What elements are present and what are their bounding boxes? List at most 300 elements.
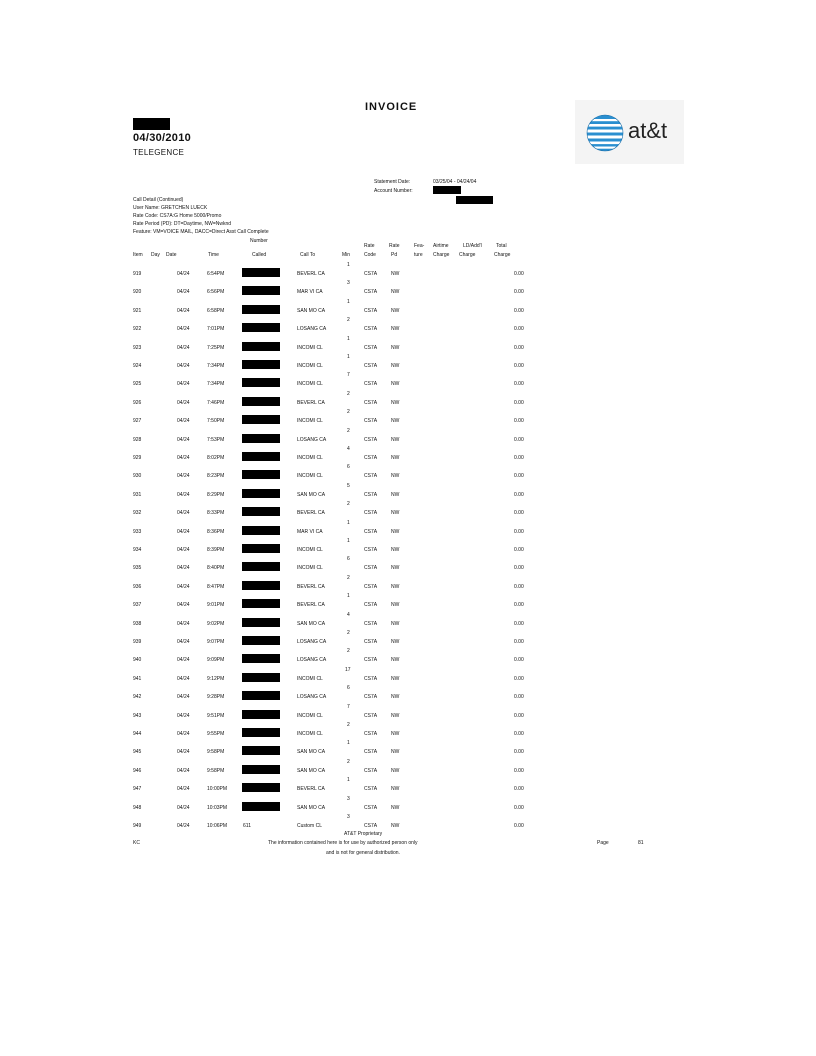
table-row — [0, 510, 816, 520]
row-item: 933 — [133, 529, 142, 535]
row-item: 936 — [133, 584, 142, 590]
row-date: 04/24 — [177, 492, 190, 498]
row-item: 924 — [133, 363, 142, 369]
row-date: 04/24 — [177, 621, 190, 627]
row-time: 9:02PM — [207, 621, 225, 627]
row-date: 04/24 — [177, 308, 190, 314]
row-rate-pd: NW — [391, 713, 400, 719]
redacted-number — [242, 526, 280, 535]
row-min: 2 — [347, 575, 350, 581]
row-total: 0.00 — [514, 602, 524, 608]
row-time: 6:56PM — [207, 289, 225, 295]
header-rate-pd: Rate — [389, 243, 400, 249]
row-item: 937 — [133, 602, 142, 608]
row-total: 0.00 — [514, 639, 524, 645]
row-date: 04/24 — [177, 547, 190, 553]
row-rate-code: CS7A — [364, 418, 378, 424]
row-total: 0.00 — [514, 731, 524, 737]
row-item: 919 — [133, 271, 142, 277]
row-rate-code: CS7A — [364, 621, 378, 627]
row-total: 0.00 — [514, 713, 524, 719]
row-call-to: LOSANG CA — [297, 639, 327, 645]
row-min: 1 — [347, 299, 350, 305]
redacted-number — [242, 618, 280, 627]
row-total: 0.00 — [514, 326, 524, 332]
row-min: 1 — [347, 262, 350, 268]
row-total: 0.00 — [514, 547, 524, 553]
redacted-number — [242, 268, 280, 277]
table-row — [0, 565, 816, 575]
redacted-number — [242, 415, 280, 424]
row-time: 9:58PM — [207, 768, 225, 774]
header-item: Item — [133, 252, 143, 258]
row-date: 04/24 — [177, 510, 190, 516]
row-rate-code: CS7A — [364, 308, 378, 314]
row-date: 04/24 — [177, 418, 190, 424]
row-date: 04/24 — [177, 584, 190, 590]
row-call-to: MAR VI CA — [297, 529, 323, 535]
att-globe-icon — [585, 113, 625, 153]
row-total: 0.00 — [514, 473, 524, 479]
row-item: 949 — [133, 823, 142, 829]
row-total: 0.00 — [514, 694, 524, 700]
row-time: 8:02PM — [207, 455, 225, 461]
company-name: TELEGENCE — [133, 148, 185, 157]
redacted-block — [133, 118, 170, 130]
row-item: 934 — [133, 547, 142, 553]
header-code: Code — [364, 252, 376, 258]
row-min: 5 — [347, 483, 350, 489]
header-ld-charge: Charge — [459, 252, 476, 258]
row-time: 10:03PM — [207, 805, 228, 811]
row-date: 04/24 — [177, 786, 190, 792]
row-rate-pd: NW — [391, 271, 400, 277]
row-min: 2 — [347, 722, 350, 728]
row-min: 1 — [347, 336, 350, 342]
redacted-number — [242, 599, 280, 608]
row-rate-code: CS7A — [364, 289, 378, 295]
row-rate-code: CS7A — [364, 639, 378, 645]
account-number-label: Account Number: — [374, 188, 413, 194]
row-total: 0.00 — [514, 584, 524, 590]
row-item: 932 — [133, 510, 142, 516]
row-date: 04/24 — [177, 639, 190, 645]
row-total: 0.00 — [514, 510, 524, 516]
row-total: 0.00 — [514, 749, 524, 755]
row-total: 0.00 — [514, 768, 524, 774]
statement-period: 03/25/04 - 04/24/04 — [433, 179, 477, 185]
table-row — [0, 455, 816, 465]
row-date: 04/24 — [177, 345, 190, 351]
table-row — [0, 363, 816, 373]
row-call-to: LOSANG CA — [297, 657, 327, 663]
row-rate-code: CS7A — [364, 473, 378, 479]
row-min: 4 — [347, 612, 350, 618]
row-time: 7:34PM — [207, 363, 225, 369]
redacted-number — [242, 305, 280, 314]
row-date: 04/24 — [177, 602, 190, 608]
row-rate-pd: NW — [391, 639, 400, 645]
row-time: 7:53PM — [207, 437, 225, 443]
feature-line: Feature: VM=VOICE MAIL, DACC=Direct Asst Call Complete — [133, 229, 269, 235]
row-call-to: SAN MO CA — [297, 621, 326, 627]
row-total: 0.00 — [514, 786, 524, 792]
table-row — [0, 437, 816, 447]
row-min: 1 — [347, 354, 350, 360]
row-rate-code: CS7A — [364, 657, 378, 663]
row-min: 4 — [347, 446, 350, 452]
row-date: 04/24 — [177, 768, 190, 774]
row-item: 947 — [133, 786, 142, 792]
row-rate-pd: NW — [391, 308, 400, 314]
row-total: 0.00 — [514, 271, 524, 277]
row-date: 04/24 — [177, 823, 190, 829]
row-time: 9:28PM — [207, 694, 225, 700]
row-rate-pd: NW — [391, 786, 400, 792]
redacted-number — [242, 323, 280, 332]
row-item: 944 — [133, 731, 142, 737]
row-total: 0.00 — [514, 657, 524, 663]
table-row — [0, 823, 816, 833]
call-detail-heading: Call Detail (Continued) — [133, 197, 184, 203]
table-row — [0, 602, 816, 612]
row-item: 920 — [133, 289, 142, 295]
row-min: 2 — [347, 391, 350, 397]
table-row — [0, 529, 816, 539]
redacted-number — [242, 691, 280, 700]
row-min: 2 — [347, 317, 350, 323]
row-time: 9:55PM — [207, 731, 225, 737]
row-rate-pd: NW — [391, 584, 400, 590]
row-date: 04/24 — [177, 363, 190, 369]
table-row — [0, 639, 816, 649]
redacted-account — [433, 186, 461, 194]
row-call-to: MAR VI CA — [297, 289, 323, 295]
row-total: 0.00 — [514, 823, 524, 829]
row-rate-pd: NW — [391, 657, 400, 663]
row-total: 0.00 — [514, 676, 524, 682]
att-logo-text: at&t — [628, 118, 668, 143]
table-row — [0, 584, 816, 594]
row-min: 3 — [347, 796, 350, 802]
header-feature: Fea- — [414, 243, 425, 249]
row-time: 9:58PM — [207, 749, 225, 755]
redacted-number — [242, 378, 280, 387]
table-row — [0, 271, 816, 281]
row-call-to: SAN MO CA — [297, 308, 326, 314]
header-call-to: Call To — [300, 252, 316, 258]
rate-code-line: Rate Code: CS7A:G Home 5000/Promo — [133, 213, 222, 219]
row-item: 940 — [133, 657, 142, 663]
row-rate-code: CS7A — [364, 400, 378, 406]
row-rate-pd: NW — [391, 510, 400, 516]
row-call-to: BEVERL CA — [297, 271, 325, 277]
row-date: 04/24 — [177, 326, 190, 332]
redacted-number — [242, 802, 280, 811]
header-total-charge: Charge — [494, 252, 511, 258]
row-call-to: BEVERL CA — [297, 786, 325, 792]
row-call-to: INCOMI CL — [297, 345, 323, 351]
row-rate-code: CS7A — [364, 492, 378, 498]
row-call-to: SAN MO CA — [297, 805, 326, 811]
row-time: 9:09PM — [207, 657, 225, 663]
row-rate-pd: NW — [391, 418, 400, 424]
row-call-to: INCOMI CL — [297, 713, 323, 719]
table-row — [0, 473, 816, 483]
row-call-to: BEVERL CA — [297, 584, 325, 590]
row-min: 2 — [347, 501, 350, 507]
row-time: 7:50PM — [207, 418, 225, 424]
row-min: 3 — [347, 280, 350, 286]
row-rate-pd: NW — [391, 731, 400, 737]
row-item: 929 — [133, 455, 142, 461]
header-date: Date — [166, 252, 177, 258]
row-item: 930 — [133, 473, 142, 479]
row-min: 1 — [347, 777, 350, 783]
row-total: 0.00 — [514, 381, 524, 387]
row-time: 8:36PM — [207, 529, 225, 535]
row-total: 0.00 — [514, 455, 524, 461]
row-rate-code: CS7A — [364, 713, 378, 719]
row-min: 1 — [347, 593, 350, 599]
row-rate-code: CS7A — [364, 271, 378, 277]
row-call-to: LOSANG CA — [297, 694, 327, 700]
redacted-number — [242, 544, 280, 553]
header-rate-code: Rate — [364, 243, 375, 249]
row-call-to: INCOMI CL — [297, 473, 323, 479]
row-rate-code: CS7A — [364, 676, 378, 682]
redacted-number — [242, 710, 280, 719]
row-min: 3 — [347, 814, 350, 820]
row-min: 2 — [347, 759, 350, 765]
row-call-to: BEVERL CA — [297, 510, 325, 516]
redacted-number — [242, 562, 280, 571]
row-date: 04/24 — [177, 565, 190, 571]
row-min: 1 — [347, 538, 350, 544]
row-call-to: BEVERL CA — [297, 400, 325, 406]
row-date: 04/24 — [177, 694, 190, 700]
redacted-number — [242, 342, 280, 351]
row-call-to: LOSANG CA — [297, 326, 327, 332]
row-time: 9:51PM — [207, 713, 225, 719]
table-row — [0, 418, 816, 428]
row-rate-pd: NW — [391, 565, 400, 571]
row-time: 6:54PM — [207, 271, 225, 277]
row-total: 0.00 — [514, 363, 524, 369]
footer-left-code: KC — [133, 840, 140, 846]
table-row — [0, 492, 816, 502]
header-airtime-charge: Charge — [433, 252, 450, 258]
redacted-number — [242, 470, 280, 479]
table-row — [0, 326, 816, 336]
header-pd: Pd — [391, 252, 398, 258]
row-date: 04/24 — [177, 381, 190, 387]
row-rate-code: CS7A — [364, 363, 378, 369]
row-date: 04/24 — [177, 657, 190, 663]
row-call-to: INCOMI CL — [297, 731, 323, 737]
row-rate-code: CS7A — [364, 805, 378, 811]
row-rate-pd: NW — [391, 492, 400, 498]
footer-notice-2: and is not for general distribution. — [326, 850, 400, 856]
row-total: 0.00 — [514, 400, 524, 406]
row-rate-pd: NW — [391, 381, 400, 387]
row-time: 10:00PM — [207, 786, 228, 792]
row-call-to: INCOMI CL — [297, 676, 323, 682]
redacted-number — [242, 673, 280, 682]
row-min: 2 — [347, 630, 350, 636]
row-rate-code: CS7A — [364, 381, 378, 387]
row-date: 04/24 — [177, 731, 190, 737]
table-row — [0, 694, 816, 704]
redacted-number — [242, 360, 280, 369]
row-rate-code: CS7A — [364, 547, 378, 553]
row-date: 04/24 — [177, 473, 190, 479]
row-item: 922 — [133, 326, 142, 332]
header-airtime: Airtime — [433, 243, 449, 249]
row-time: 9:12PM — [207, 676, 225, 682]
table-row — [0, 289, 816, 299]
row-time: 8:23PM — [207, 473, 225, 479]
table-row — [0, 805, 816, 815]
row-min: 2 — [347, 409, 350, 415]
row-rate-pd: NW — [391, 400, 400, 406]
row-min: 6 — [347, 685, 350, 691]
row-total: 0.00 — [514, 529, 524, 535]
table-row — [0, 713, 816, 723]
row-date: 04/24 — [177, 713, 190, 719]
row-rate-code: CS7A — [364, 694, 378, 700]
row-date: 04/24 — [177, 749, 190, 755]
redacted-number — [242, 636, 280, 645]
redacted-number — [242, 728, 280, 737]
header-day: Day — [151, 252, 160, 258]
row-item: 941 — [133, 676, 142, 682]
row-rate-code: CS7A — [364, 602, 378, 608]
row-total: 0.00 — [514, 437, 524, 443]
row-call-to: SAN MO CA — [297, 768, 326, 774]
row-rate-pd: NW — [391, 363, 400, 369]
redacted-number — [242, 746, 280, 755]
redacted-number — [242, 783, 280, 792]
row-min: 17 — [345, 667, 351, 673]
row-rate-code: CS7A — [364, 455, 378, 461]
row-total: 0.00 — [514, 308, 524, 314]
row-rate-code: CS7A — [364, 768, 378, 774]
row-call-to: SAN MO CA — [297, 492, 326, 498]
row-call-to: INCOMI CL — [297, 363, 323, 369]
row-rate-pd: NW — [391, 326, 400, 332]
table-row — [0, 731, 816, 741]
row-date: 04/24 — [177, 805, 190, 811]
row-time: 8:47PM — [207, 584, 225, 590]
row-date: 04/24 — [177, 400, 190, 406]
row-number-called: 611 — [243, 823, 251, 829]
row-total: 0.00 — [514, 805, 524, 811]
row-total: 0.00 — [514, 345, 524, 351]
row-min: 2 — [347, 428, 350, 434]
table-row — [0, 676, 816, 686]
row-item: 925 — [133, 381, 142, 387]
row-date: 04/24 — [177, 289, 190, 295]
row-rate-code: CS7A — [364, 749, 378, 755]
row-date: 04/24 — [177, 676, 190, 682]
row-rate-pd: NW — [391, 345, 400, 351]
row-total: 0.00 — [514, 565, 524, 571]
row-item: 923 — [133, 345, 142, 351]
row-time: 10:06PM — [207, 823, 228, 829]
row-item: 948 — [133, 805, 142, 811]
row-min: 6 — [347, 464, 350, 470]
row-item: 928 — [133, 437, 142, 443]
header-total: Total — [496, 243, 507, 249]
row-rate-pd: NW — [391, 602, 400, 608]
table-row — [0, 786, 816, 796]
row-item: 931 — [133, 492, 142, 498]
row-rate-pd: NW — [391, 694, 400, 700]
invoice-title: INVOICE — [365, 101, 418, 113]
row-rate-code: CS7A — [364, 565, 378, 571]
row-call-to: Custom CL — [297, 823, 323, 829]
row-item: 939 — [133, 639, 142, 645]
redacted-number — [242, 581, 280, 590]
row-item: 935 — [133, 565, 142, 571]
row-date: 04/24 — [177, 455, 190, 461]
redacted-number — [242, 397, 280, 406]
row-min: 2 — [347, 648, 350, 654]
row-total: 0.00 — [514, 492, 524, 498]
row-min: 1 — [347, 520, 350, 526]
row-rate-pd: NW — [391, 621, 400, 627]
table-row — [0, 400, 816, 410]
table-row — [0, 345, 816, 355]
page-number: 81 — [638, 840, 644, 846]
rate-period-line: Rate Period (PD): DT=Daytime, NW=Nwknd — [133, 221, 232, 227]
row-time: 8:29PM — [207, 492, 225, 498]
header-min: Min — [342, 252, 351, 258]
redacted-number — [242, 452, 280, 461]
row-time: 7:34PM — [207, 381, 225, 387]
row-date: 04/24 — [177, 437, 190, 443]
row-time: 8:39PM — [207, 547, 225, 553]
row-rate-pd: NW — [391, 823, 400, 829]
proprietary-label: AT&T Proprietary — [344, 831, 383, 837]
header-number: Number — [250, 238, 268, 244]
invoice-date: 04/30/2010 — [133, 132, 192, 144]
row-date: 04/24 — [177, 271, 190, 277]
page-label: Page — [597, 840, 609, 846]
row-total: 0.00 — [514, 289, 524, 295]
table-row — [0, 749, 816, 759]
table-row — [0, 621, 816, 631]
row-call-to: INCOMI CL — [297, 381, 323, 387]
row-rate-pd: NW — [391, 749, 400, 755]
row-item: 943 — [133, 713, 142, 719]
redacted-account-2 — [456, 196, 493, 204]
header-time: Time — [208, 252, 219, 258]
table-row — [0, 547, 816, 557]
user-name-line: User Name: GRETCHEN LUECK — [133, 205, 208, 211]
row-rate-code: CS7A — [364, 510, 378, 516]
row-call-to: INCOMI CL — [297, 547, 323, 553]
row-time: 9:01PM — [207, 602, 225, 608]
row-rate-pd: NW — [391, 768, 400, 774]
row-call-to: BEVERL CA — [297, 602, 325, 608]
row-time: 8:40PM — [207, 565, 225, 571]
redacted-number — [242, 507, 280, 516]
row-time: 7:01PM — [207, 326, 225, 332]
table-row — [0, 308, 816, 318]
row-call-to: SAN MO CA — [297, 749, 326, 755]
